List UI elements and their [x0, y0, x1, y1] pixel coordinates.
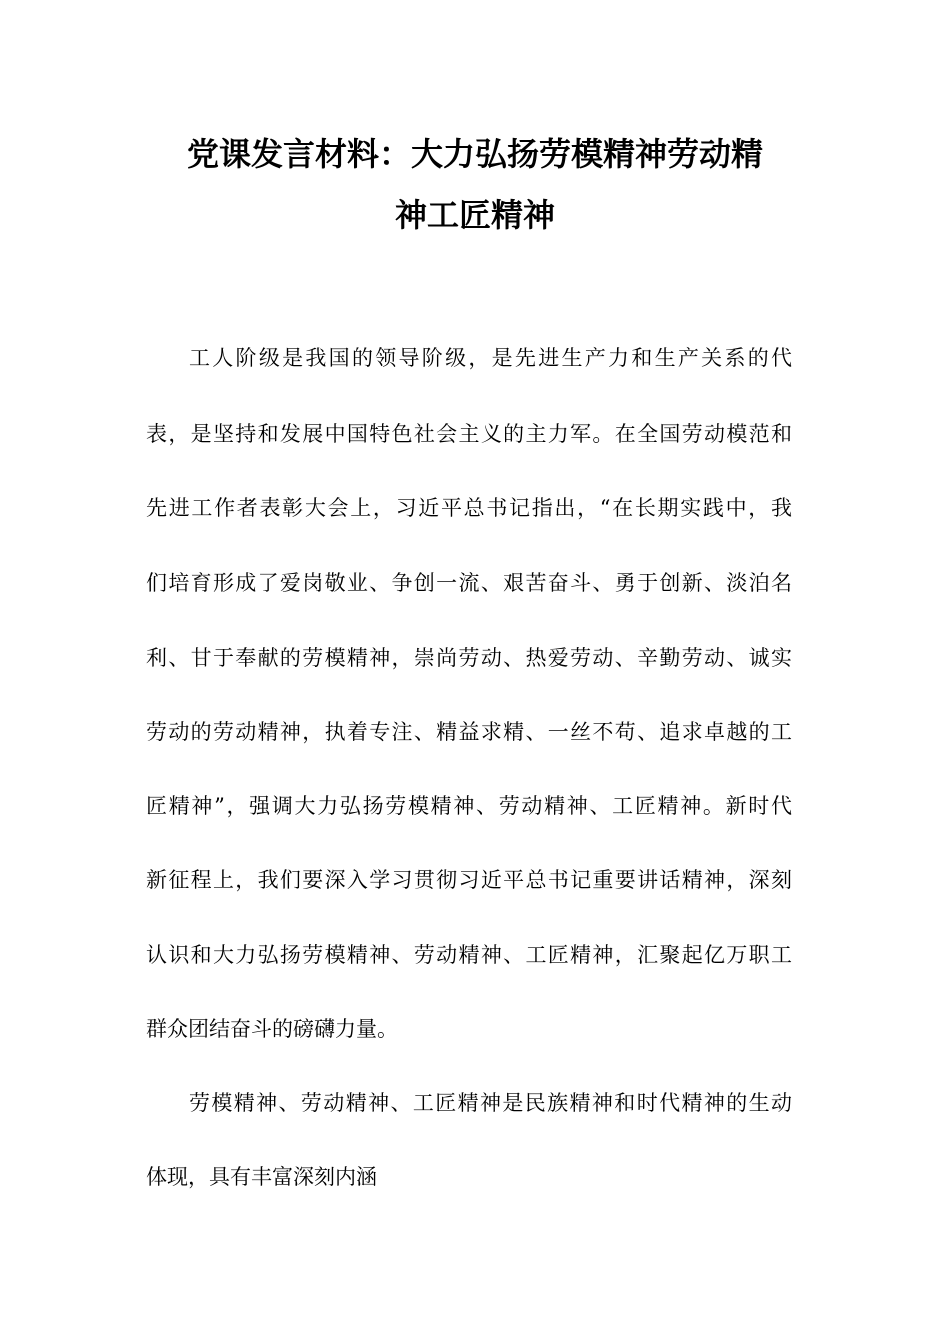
- paragraph-line: 利、甘于奉献的劳模精神，崇尚劳动、热爱劳动、辛勤劳动、诚实: [146, 646, 792, 670]
- paragraph-line: 们培育形成了爱岗敬业、争创一流、艰苦奋斗、勇于创新、淡泊名: [146, 571, 792, 595]
- paragraph-line: 工人阶级是我国的领导阶级，是先进生产力和生产关系的代: [189, 346, 792, 370]
- paragraph-line: 劳动的劳动精神，执着专注、精益求精、一丝不苟、追求卓越的工: [146, 720, 792, 744]
- title-line-1: 党课发言材料：大力弘扬劳模精神劳动精: [186, 135, 763, 173]
- paragraph-line: 劳模精神、劳动精神、工匠精神是民族精神和时代精神的生动: [189, 1091, 792, 1115]
- document-title: [140, 124, 810, 246]
- paragraph-line: 新征程上，我们要深入学习贯彻习近平总书记重要讲话精神，深刻: [146, 868, 792, 892]
- paragraph-line: 匠精神”，强调大力弘扬劳模精神、劳动精神、工匠精神。新时代: [146, 794, 792, 818]
- paragraph-line: 先进工作者表彰大会上，习近平总书记指出，“在长期实践中，我: [146, 496, 792, 520]
- title-line-2: 神工匠精神: [394, 196, 555, 234]
- paragraph-line: 群众团结奋斗的磅礴力量。: [146, 1017, 398, 1041]
- paragraph-line: 表，是坚持和发展中国特色社会主义的主力军。在全国劳动模范和: [146, 422, 792, 446]
- paragraph-line: 认识和大力弘扬劳模精神、劳动精神、工匠精神，汇聚起亿万职工: [146, 943, 792, 967]
- paragraph-line: 体现，具有丰富深刻内涵: [146, 1165, 377, 1189]
